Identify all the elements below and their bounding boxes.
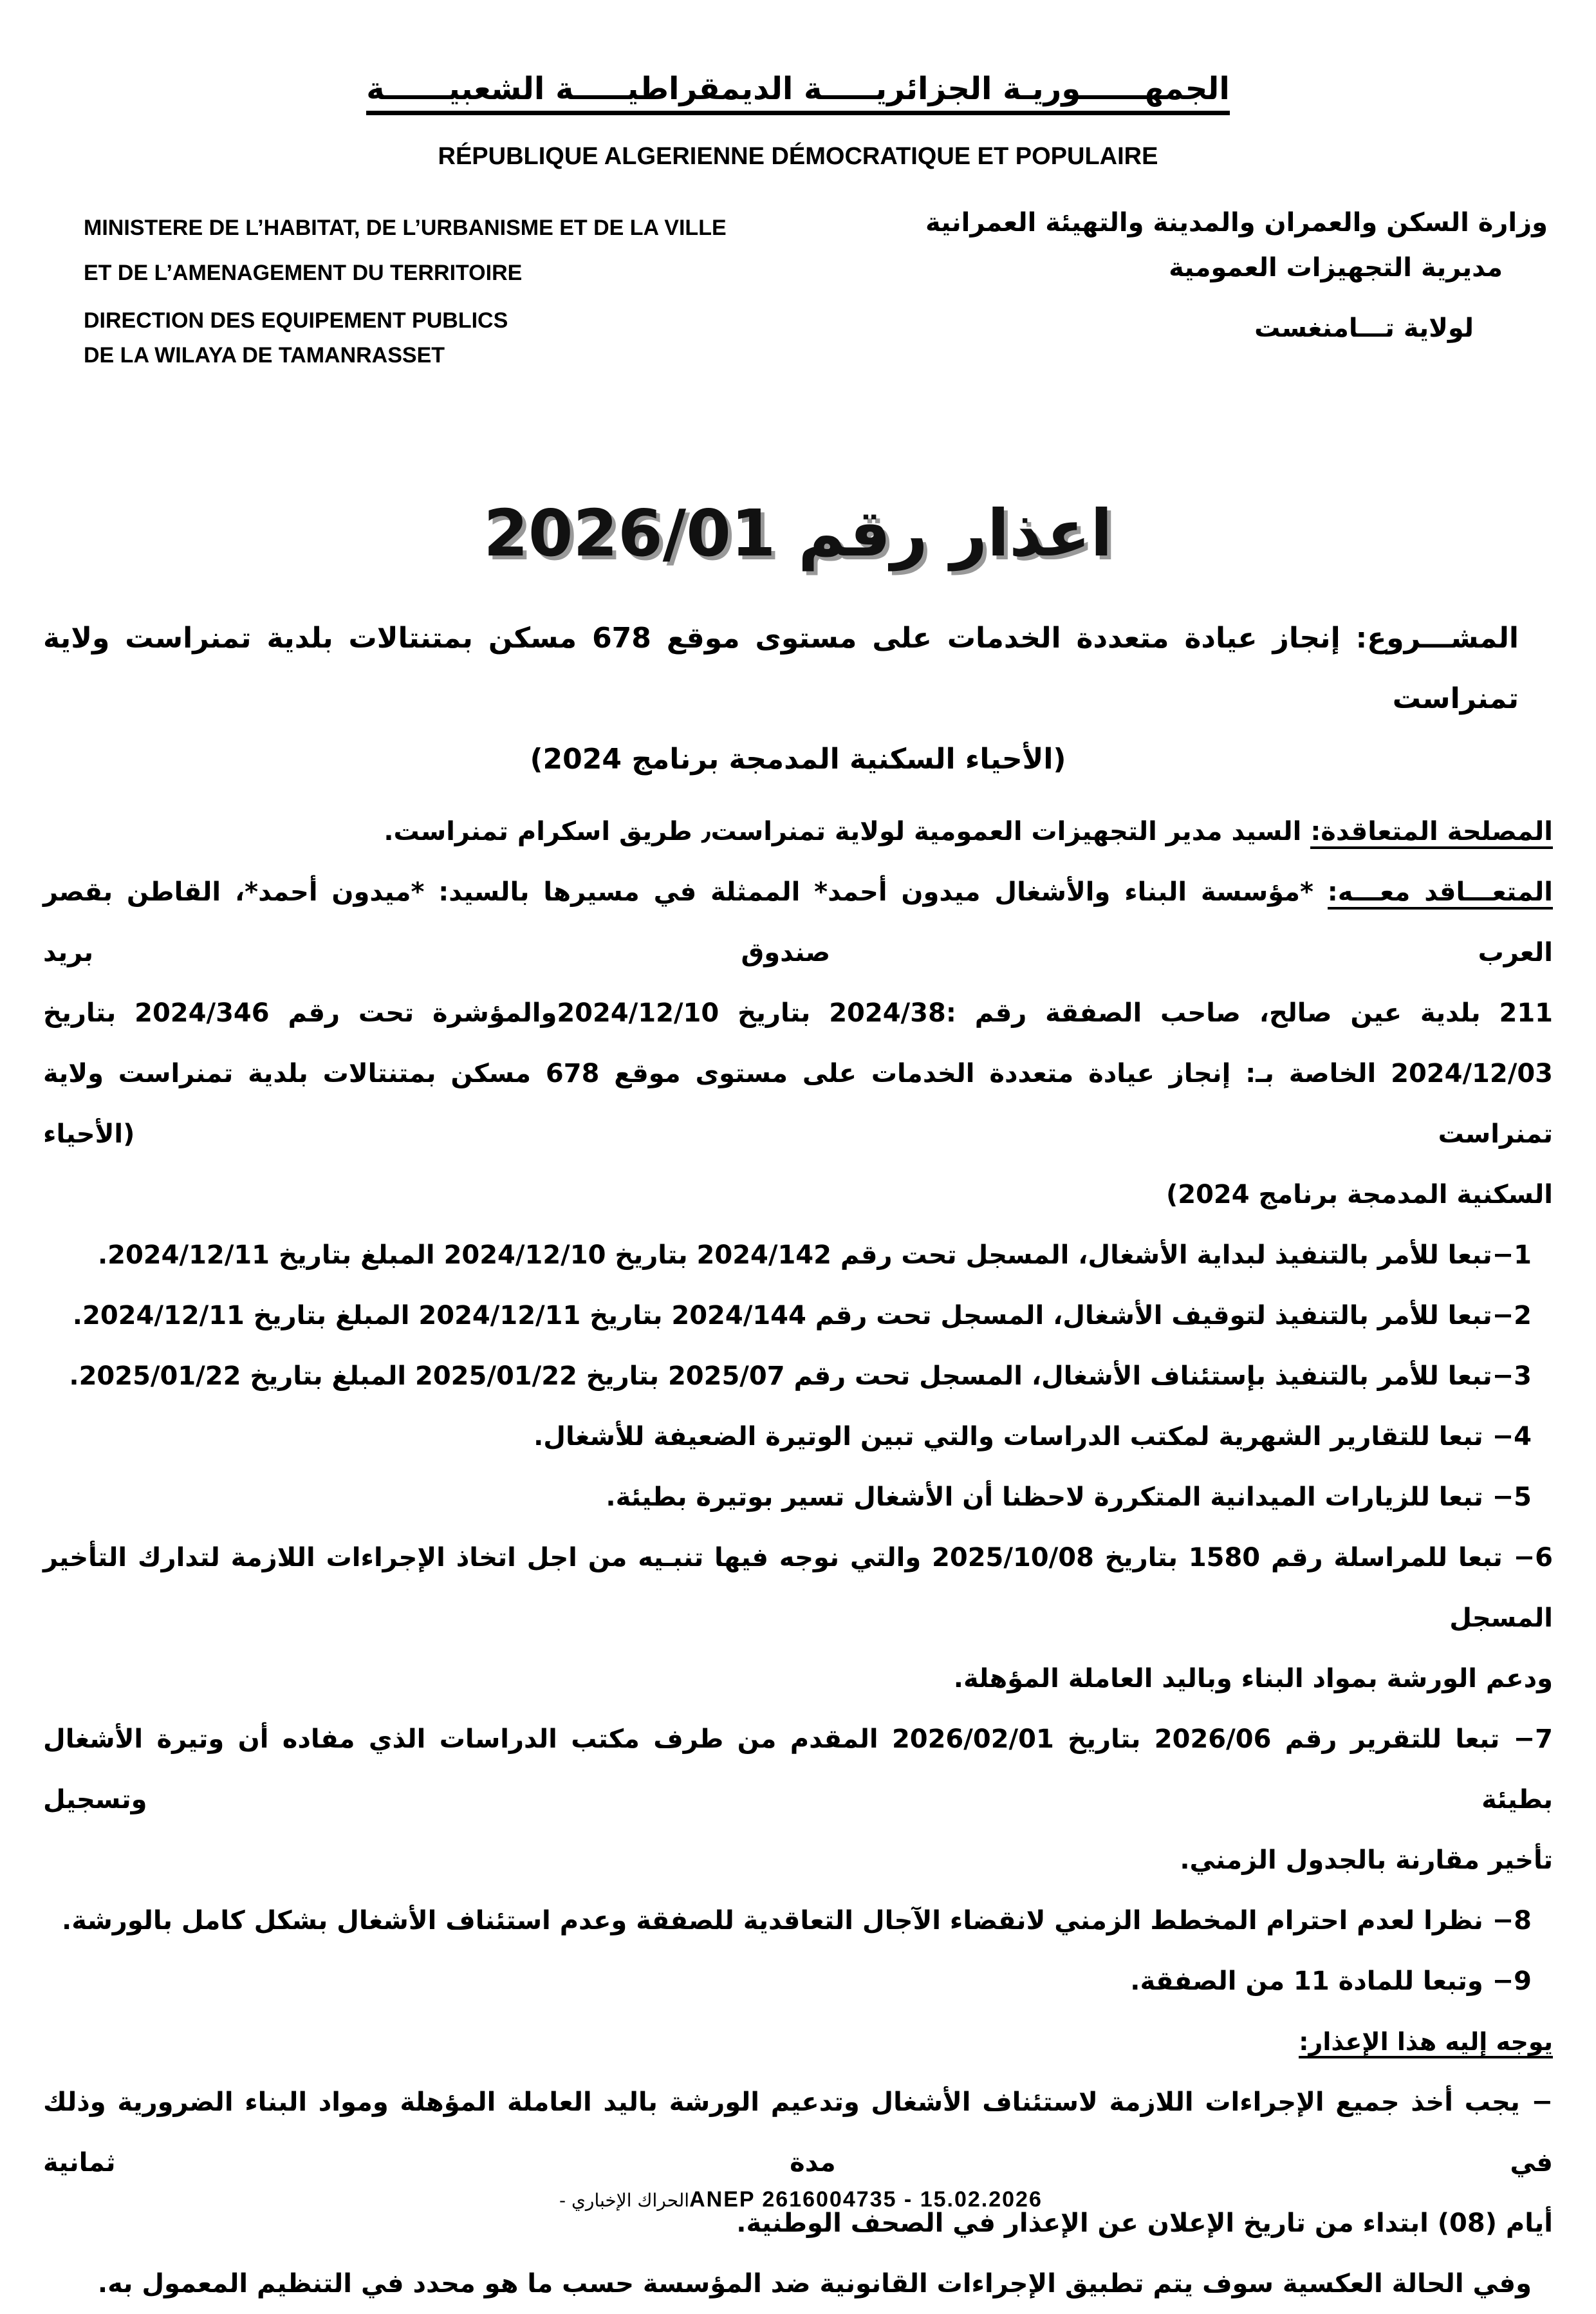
item-7-line-2: تأخير مقارنة بالجدول الزمني. <box>1180 1845 1553 1875</box>
republic-arabic-heading: الجمهــــــوريـة الجزائريـــــة الديمقراطيـــــة الشعبيــــــة <box>64 71 1532 107</box>
item-2: 2−تبعا للأمر بالتنفيذ لتوقيف الأشغال، المسجل تحت رقم 2024/144 بتاريخ 2024/12/11 المبلغ بتاريخ 2024/12/11. <box>72 1301 1532 1330</box>
footer-reference: الحراك الإخباري - ANEP 2616004735 - 15.02.2026 <box>553 2187 1043 2212</box>
wilaya-ar: لولاية تـــامنغست <box>1254 313 1474 343</box>
item-7-line-1: 7− تبعا للتقرير رقم 2026/06 بتاريخ 2026/02/01 المقدم من طرف مكتب الدراسات الذي مفاده أن وتيرة الأشغال بطيئة وتسجيل <box>43 1724 1554 1815</box>
item-9: 9− وتبعا للمادة 11 من الصفقة. <box>1130 1966 1532 1996</box>
item-3: 3−تبعا للأمر بالتنفيذ بإستئناف الأشغال، المسجل تحت رقم 2025/07 بتاريخ 2025/01/22 المبلغ بتاريخ 2025/01/22. <box>69 1361 1532 1391</box>
directive-line-1: − يجب أخذ جميع الإجراءات اللازمة لاستئناف الأشغال وتدعيم الورشة باليد العاملة المؤهلة ومواد البناء الضرورية وذلك في مدة ثمانية <box>43 2087 1553 2178</box>
contractor-line-3: 2024/12/03 الخاصة بـ: إنجاز عيادة متعددة الخدمات على مستوى موقع 678 مسكن بمتنتالات بلدية تمنراست ولاية تمنراست (الأحياء <box>43 1059 1553 1149</box>
document-title: اعذار رقم 2026/01 <box>483 496 1113 571</box>
item-5: 5− تبعا للزيارات الميدانية المتكررة لاحظنا أن الأشغال تسير بوتيرة بطيئة. <box>606 1482 1532 1512</box>
notice-body <box>43 608 1553 2314</box>
directive-label: يوجه إليه هذا الإعذار: <box>43 2011 1553 2072</box>
directive-line-2: أيام (08) ابتداء من تاريخ الإعلان عن الإعذار في الصحف الوطنية. <box>736 2208 1553 2238</box>
project-line-1: المشـــروع: إنجاز عيادة متعددة الخدمات على مستوى موقع 678 مسكن بمتنتالات بلدية تمنراست ولاية تمنراست <box>43 622 1519 715</box>
letterhead <box>84 207 1548 368</box>
ministry-fr-2: ET DE L’AMENAGEMENT DU TERRITOIRE <box>84 261 523 285</box>
letterhead-arabic <box>904 207 1548 368</box>
direction-fr-1: DIRECTION DES EQUIPEMENT PUBLICS <box>84 308 508 333</box>
contractor-line-1: المتعـــاقد معـــه: *مؤسسة البناء والأشغال ميدون أحمد* الممثلة في مسيرها بالسيد: *ميدون أحمد*، القاطن بقصر العرب صندوق بريد <box>43 877 1553 967</box>
direction-ar: مديرية التجهيزات العمومية <box>1169 253 1503 283</box>
item-4: 4− تبعا للتقارير الشهرية لمكتب الدراسات والتي تبين الوتيرة الضعيفة للأشغال. <box>534 1422 1532 1451</box>
contractor-line-2: 211 بلدية عين صالح، صاحب الصفقة رقم :2024/38 بتاريخ 2024/12/10والمؤشرة تحت رقم 2024/346 بتاريخ <box>43 998 1554 1028</box>
item-1: 1−تبعا للأمر بالتنفيذ لبداية الأشغال، المسجل تحت رقم 2024/142 بتاريخ 2024/12/10 المبلغ بتاريخ 2024/12/11. <box>97 1240 1532 1270</box>
item-8: 8− نظرا لعدم احترام المخطط الزمني لانقضاء الآجال التعاقدية للصفقة وعدم استئناف الأشغال بشكل كامل بالورشة. <box>62 1906 1532 1936</box>
direction-fr-2: DE LA WILAYA DE TAMANRASSET <box>84 343 445 368</box>
item-6-line-2: ودعم الورشة بمواد البناء وباليد العاملة المؤهلة. <box>953 1664 1553 1694</box>
contractor-line-4: السكنية المدمجة برنامج 2024) <box>1165 1180 1553 1209</box>
item-6-line-1: 6− تبعا للمراسلة رقم 1580 بتاريخ 2025/10/08 والتي نوجه فيها تنبـيه من اجل اتخاذ الإجراءات اللازمة لتدارك التأخير المسجل <box>43 1543 1554 1633</box>
ministry-ar: وزارة السكن والعمران والمدينة والتهيئة العمرانية <box>925 208 1548 238</box>
directive-line-3: وفي الحالة العكسية سوف يتم تطبيق الإجراءات القانونية ضد المؤسسة حسب ما هو محدد في التنظيم المعمول به. <box>97 2269 1532 2299</box>
letterhead-french <box>84 207 882 368</box>
project-line-2: (الأحياء السكنية المدمجة برنامج 2024) <box>530 743 1066 776</box>
republic-french-heading: RÉPUBLIQUE ALGERIENNE DÉMOCRATIQUE ET POPULAIRE <box>438 143 1158 170</box>
ministry-fr-1: MINISTERE DE L’HABITAT, DE L’URBANISME ET DE LA VILLE <box>84 216 727 240</box>
contracting-authority: المصلحة المتعاقدة: السيد مدير التجهيزات العمومية لولاية تمنراست٫ طريق اسكرام تمنراست. <box>43 801 1553 862</box>
